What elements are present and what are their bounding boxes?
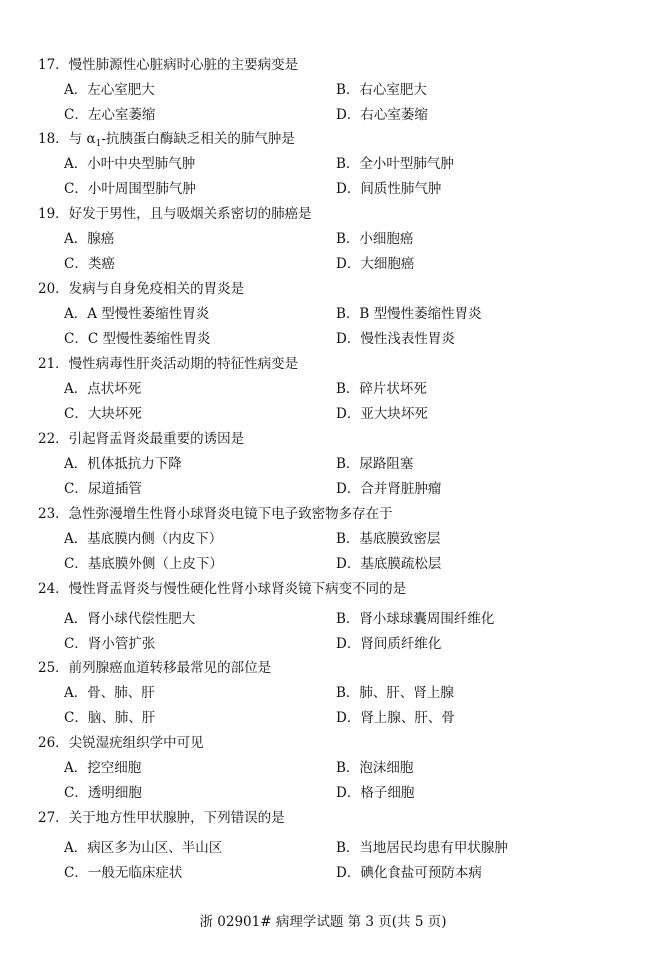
option-a: A．点状坏死 bbox=[64, 381, 142, 397]
option-c: C．一般无临床症状 bbox=[64, 865, 183, 881]
question-stem: 26．尖锐湿疣组织学中可见 bbox=[38, 735, 204, 751]
option-a: A．挖空细胞 bbox=[64, 760, 142, 776]
option-d: D．慢性浅表性胃炎 bbox=[336, 331, 455, 347]
option-c: C．小叶周围型肺气肿 bbox=[64, 181, 196, 197]
option-c: C．类癌 bbox=[64, 256, 115, 272]
stem-suffix: -抗胰蛋白酶缺乏相关的肺气肿是 bbox=[101, 131, 295, 147]
option-d: D．肾间质纤维化 bbox=[336, 636, 442, 652]
question-stem: 23．急性弥漫增生性肾小球肾炎电镜下电子致密物多存在于 bbox=[38, 506, 393, 522]
stem-prefix: 18．与 α bbox=[38, 131, 96, 147]
option-d: D．碘化食盐可预防本病 bbox=[336, 865, 482, 881]
question-stem: 20．发病与自身免疫相关的胃炎是 bbox=[38, 281, 245, 297]
option-c: C．基底膜外侧（上皮下） bbox=[64, 556, 223, 572]
question-stem: 25．前列腺癌血道转移最常见的部位是 bbox=[38, 660, 272, 676]
option-a: A．机体抵抗力下降 bbox=[64, 456, 182, 472]
option-d: D．间质性肺气肿 bbox=[336, 181, 442, 197]
option-d: D．右心室萎缩 bbox=[336, 107, 428, 123]
option-c: C．C 型慢性萎缩性胃炎 bbox=[64, 331, 211, 347]
question-stem: 22．引起肾盂肾炎最重要的诱因是 bbox=[38, 431, 245, 447]
option-a: A．A 型慢性萎缩性胃炎 bbox=[64, 306, 210, 322]
option-d: D．基底膜疏松层 bbox=[336, 556, 442, 572]
question-stem: 21．慢性病毒性肝炎活动期的特征性病变是 bbox=[38, 356, 299, 372]
option-a: A．病区多为山区、半山区 bbox=[64, 840, 223, 856]
option-a: A．小叶中央型肺气肿 bbox=[64, 156, 196, 172]
option-a: A．肾小球代偿性肥大 bbox=[64, 611, 196, 627]
option-d: D．肾上腺、肝、骨 bbox=[336, 710, 455, 726]
option-d: D．合并肾脏肿瘤 bbox=[336, 481, 442, 497]
option-b: B．肺、肝、肾上腺 bbox=[336, 685, 454, 701]
option-b: B．碎片状坏死 bbox=[336, 381, 427, 397]
option-a: A．骨、肺、肝 bbox=[64, 685, 155, 701]
option-c: C．尿道插管 bbox=[64, 481, 142, 497]
option-b: B．右心室肥大 bbox=[336, 82, 427, 98]
option-c: C．透明细胞 bbox=[64, 785, 142, 801]
option-c: C．大块坏死 bbox=[64, 406, 142, 422]
alpha-subscript: 1 bbox=[95, 139, 102, 149]
option-b: B．当地居民均患有甲状腺肿 bbox=[336, 840, 508, 856]
question-stem: 17．慢性肺源性心脏病时心脏的主要病变是 bbox=[38, 57, 299, 73]
option-c: C．肾小管扩张 bbox=[64, 636, 156, 652]
question-stem bbox=[38, 130, 295, 153]
option-d: D．格子细胞 bbox=[336, 785, 415, 801]
option-b: B．B 型慢性萎缩性胃炎 bbox=[336, 306, 482, 322]
option-b: B．全小叶型肺气肿 bbox=[336, 156, 454, 172]
option-a: A．基底膜内侧（内皮下） bbox=[64, 531, 223, 547]
option-c: C．左心室萎缩 bbox=[64, 107, 156, 123]
question-stem: 27．关于地方性甲状腺肿，下列错误的是 bbox=[38, 810, 285, 826]
option-c: C．脑、肺、肝 bbox=[64, 710, 156, 726]
question-stem: 19．好发于男性，且与吸烟关系密切的肺癌是 bbox=[38, 206, 312, 222]
option-b: B．小细胞癌 bbox=[336, 231, 414, 247]
option-a: A．左心室肥大 bbox=[64, 82, 155, 98]
option-d: D．大细胞癌 bbox=[336, 256, 415, 272]
option-b: B．肾小球球囊周围纤维化 bbox=[336, 611, 495, 627]
option-b: B．泡沫细胞 bbox=[336, 760, 414, 776]
question-stem: 24．慢性肾盂肾炎与慢性硬化性肾小球肾炎镜下病变不同的是 bbox=[38, 581, 407, 597]
option-a: A．腺癌 bbox=[64, 231, 115, 247]
option-d: D．亚大块坏死 bbox=[336, 406, 428, 422]
option-b: B．基底膜致密层 bbox=[336, 531, 441, 547]
page-footer: 浙 02901# 病理学试题 第 3 页(共 5 页) bbox=[199, 914, 447, 930]
option-b: B．尿路阻塞 bbox=[336, 456, 414, 472]
